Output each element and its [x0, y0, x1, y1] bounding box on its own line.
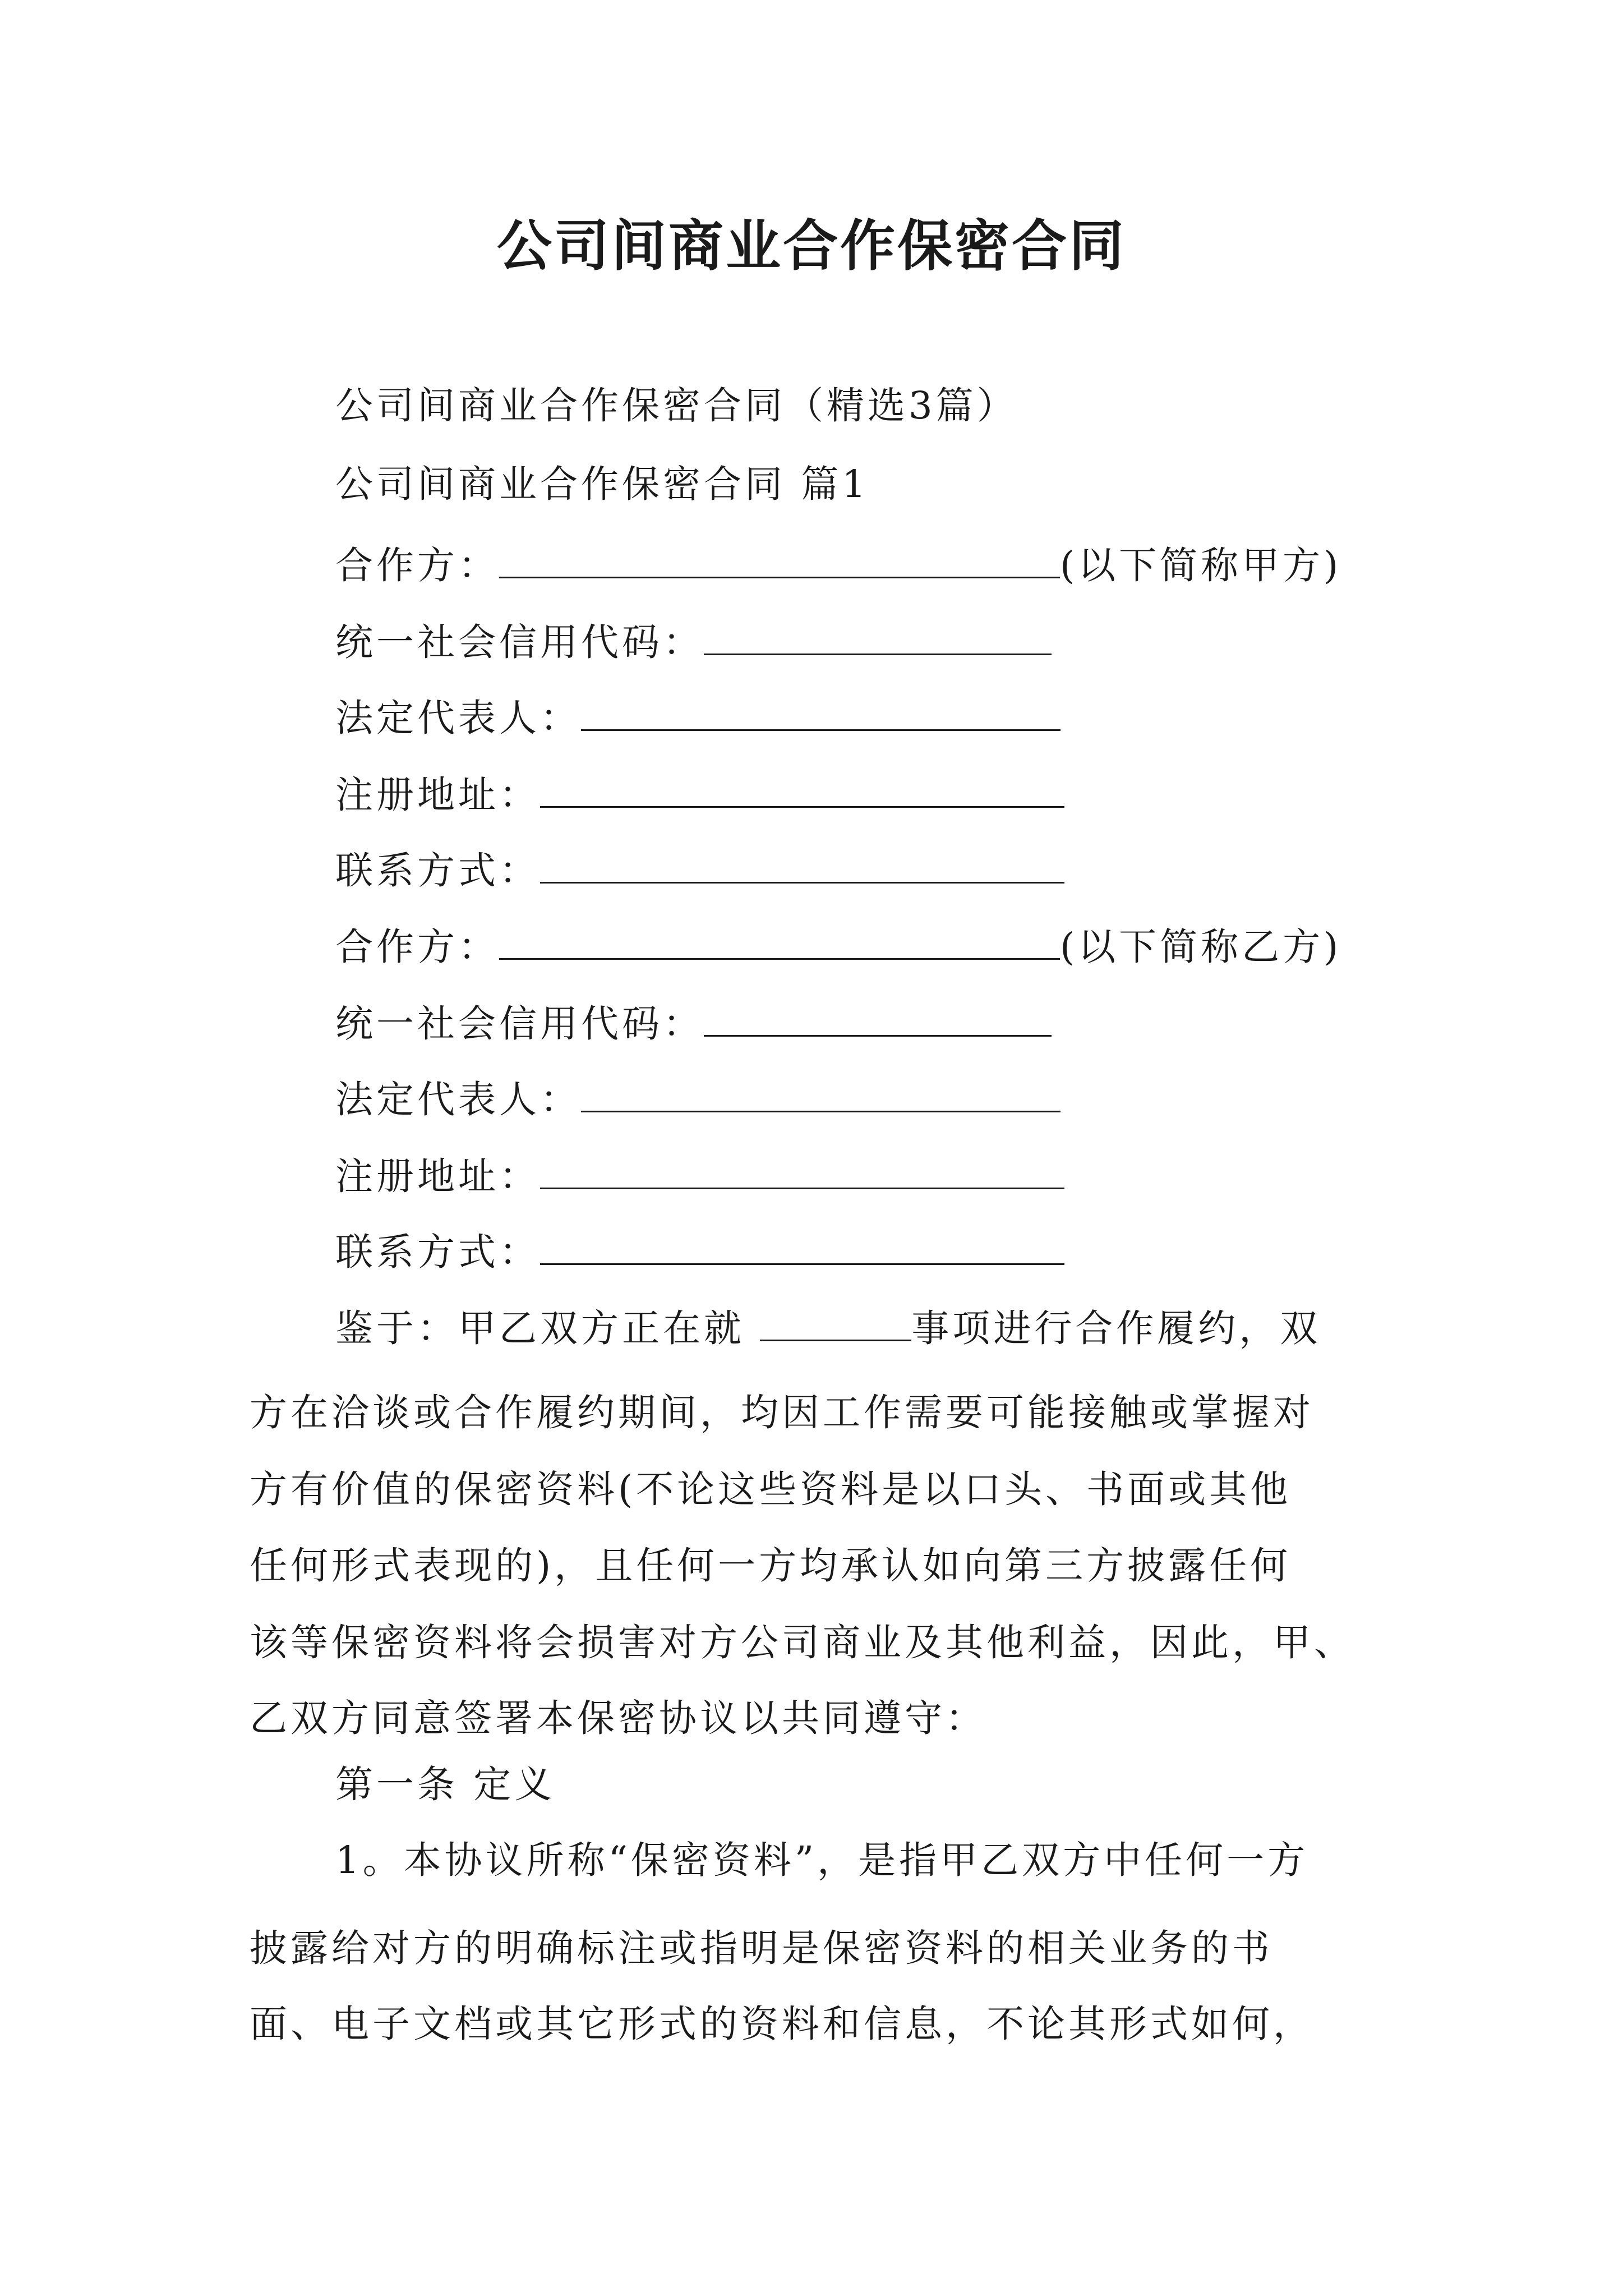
party-a-name-blank — [499, 543, 1060, 578]
whereas-text-end: 事项进行合作履约，双 — [911, 1306, 1321, 1350]
document-subtitle: 公司间商业合作保密合同（精选3篇） — [335, 384, 1018, 427]
whereas-matter-blank — [760, 1306, 911, 1341]
whereas-text-start: 鉴于：甲乙双方正在就 — [335, 1306, 760, 1350]
party-a-address-line — [335, 772, 1064, 817]
party-a-line — [335, 543, 1341, 585]
party-b-credit-code-line — [335, 1001, 1052, 1046]
party-b-address-label: 注册地址： — [335, 1154, 540, 1198]
whereas-line-6: 乙双方同意签署本保密协议以共同遵守： — [250, 1696, 986, 1740]
party-a-legal-rep-blank — [581, 696, 1061, 731]
party-a-contact-blank — [540, 848, 1064, 884]
party-b-contact-blank — [540, 1230, 1064, 1265]
section-heading: 公司间商业合作保密合同 篇1 — [335, 462, 869, 506]
party-a-contact-line — [335, 848, 1064, 890]
party-b-contact-label: 联系方式： — [335, 1230, 540, 1274]
party-b-address-line — [335, 1154, 1064, 1198]
party-b-credit-code-blank — [704, 1001, 1052, 1037]
whereas-line-2: 方在洽谈或合作履约期间，均因工作需要可能接触或掌握对 — [250, 1391, 1314, 1434]
clause-1-line-1: 1。本协议所称“保密资料”，是指甲乙双方中任何一方 — [335, 1838, 1309, 1882]
article-1-heading: 第一条 定义 — [335, 1763, 556, 1806]
party-b-suffix: (以下简称乙方) — [1060, 925, 1342, 969]
party-a-credit-code-blank — [704, 620, 1052, 655]
party-b-legal-rep-line — [335, 1077, 1061, 1119]
party-b-name-blank — [499, 924, 1060, 960]
party-a-address-label: 注册地址： — [335, 773, 540, 817]
whereas-line-5: 该等保密资料将会损害对方公司商业及其他利益，因此，甲、 — [250, 1621, 1355, 1664]
party-b-legal-rep-blank — [581, 1077, 1061, 1112]
party-a-contact-label: 联系方式： — [335, 849, 540, 892]
party-a-credit-code-line — [335, 620, 1052, 664]
whereas-line-1 — [335, 1306, 1321, 1350]
party-a-legal-rep-label: 法定代表人： — [335, 696, 581, 740]
party-a-address-blank — [540, 772, 1064, 808]
party-b-label: 合作方： — [335, 925, 499, 969]
whereas-line-4: 任何形式表现的)，且任何一方均承认如向第三方披露任何 — [250, 1544, 1292, 1588]
party-a-label: 合作方： — [335, 544, 499, 587]
party-b-contact-line — [335, 1230, 1064, 1274]
party-b-line — [335, 924, 1342, 969]
party-a-suffix: (以下简称甲方) — [1060, 544, 1342, 587]
party-b-credit-code-label: 统一社会信用代码： — [335, 1002, 704, 1046]
party-b-legal-rep-label: 法定代表人： — [335, 1078, 581, 1121]
clause-1-line-2: 披露给对方的明确标注或指明是保密资料的相关业务的书 — [250, 1926, 1273, 1970]
party-b-address-blank — [540, 1154, 1064, 1189]
document-title: 公司间商业合作保密合同 — [496, 214, 1126, 278]
party-a-legal-rep-line — [335, 696, 1061, 740]
whereas-line-3: 方有价值的保密资料(不论这些资料是以口头、书面或其他 — [250, 1467, 1292, 1511]
party-a-credit-code-label: 统一社会信用代码： — [335, 620, 704, 664]
clause-1-line-3: 面、电子文档或其它形式的资料和信息，不论其形式如何， — [250, 2002, 1314, 2046]
